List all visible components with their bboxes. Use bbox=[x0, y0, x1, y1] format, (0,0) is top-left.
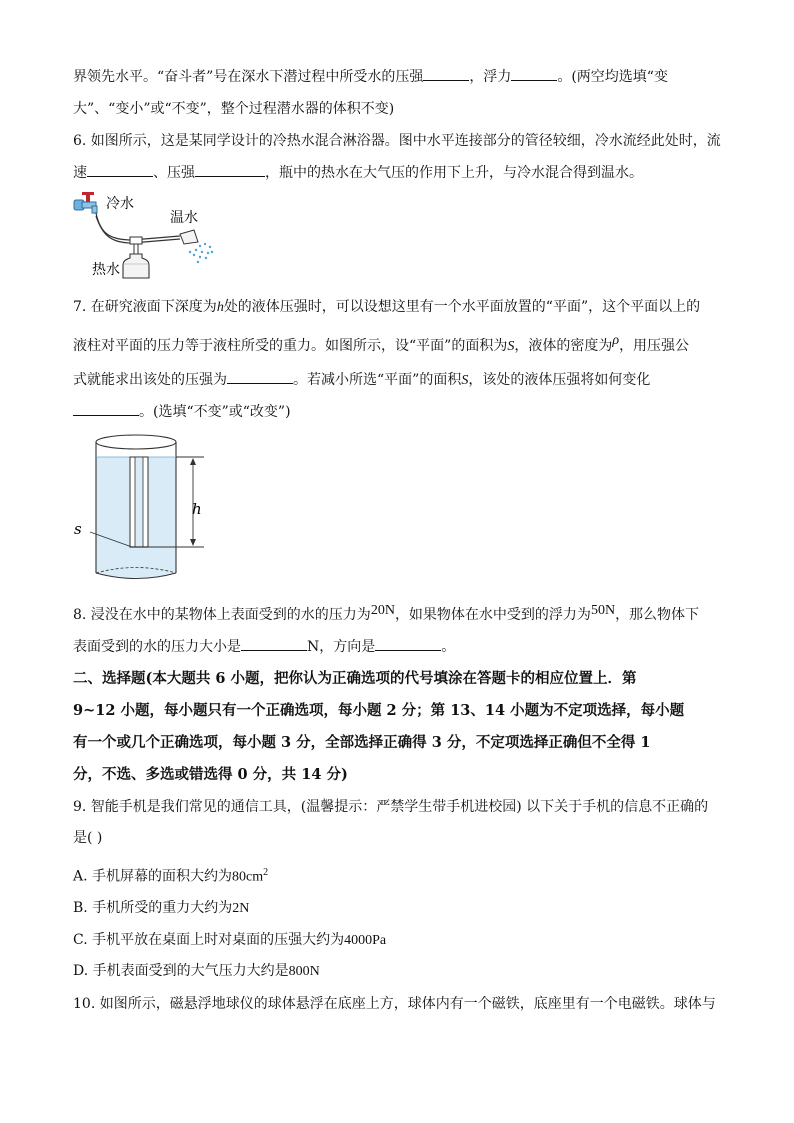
q5-blank-buoyancy[interactable] bbox=[511, 66, 557, 81]
q9-option-d[interactable]: D. 手机表面受到的大气压力大约是800N bbox=[73, 963, 320, 979]
section2-line2: 9~12 小题，每小题只有一个正确选项，每小题 2 分；第 13、14 小题为不定项选择，每小题 bbox=[73, 702, 685, 719]
hot-water-bottle-icon bbox=[123, 254, 149, 278]
q5-line2: 大”、“变小”或“不变”，整个过程潜水器的体积不变) bbox=[73, 101, 395, 117]
faucet-icon bbox=[74, 192, 97, 213]
q8-line1: 8. 浸没在水中的某物体上表面受到的水的压力为20N，如果物体在水中受到的浮力为50N，那么物体下 bbox=[73, 603, 700, 623]
q6-line2: 速 、压强 ，瓶中的热水在大气压的作用下上升，与冷水混合得到温水。 bbox=[73, 162, 643, 183]
label-s: s bbox=[74, 520, 82, 538]
q9-line2: 是( ) bbox=[73, 830, 103, 846]
q7-blank-change[interactable] bbox=[73, 401, 139, 416]
q9-option-c[interactable]: C. 手机平放在桌面上时对桌面的压强大约为4000Pa bbox=[73, 932, 387, 948]
q6-blank-speed[interactable] bbox=[87, 162, 153, 177]
label-cold-water: 冷水 bbox=[106, 196, 134, 212]
q7-line3: 式就能求出该处的压强为 。若减小所选“平面”的面积S，该处的液体压强将如何变化 bbox=[73, 369, 650, 391]
q9-option-a[interactable]: A. 手机屏幕的面积大约为$80cm^2$ bbox=[73, 867, 269, 885]
label-h: h bbox=[192, 500, 202, 518]
shower-head-icon bbox=[180, 230, 213, 263]
q7-line4: 。(选填“不变”或“改变”) bbox=[73, 401, 291, 422]
q7-blank-formula[interactable] bbox=[227, 369, 293, 384]
q10-line1: 10. 如图所示，磁悬浮地球仪的球体悬浮在底座上方，球体内有一个磁铁，底座里有一个电磁铁。球体与 bbox=[73, 996, 716, 1012]
q9-option-b[interactable]: B. 手机所受的重力大约为2N bbox=[73, 900, 250, 916]
shower-mixer-figure bbox=[72, 192, 242, 280]
label-warm-water: 温水 bbox=[170, 210, 198, 226]
q8-blank-direction[interactable] bbox=[375, 636, 441, 651]
liquid-column-figure bbox=[68, 430, 218, 585]
q9-line1: 9. 智能手机是我们常见的通信工具，(温馨提示：严禁学生带手机进校园) 以下关于手机的信息不正确的 bbox=[73, 799, 709, 815]
section2-line3: 有一个或几个正确选项，每小题 3 分，全部选择正确得 3 分，不定项选择正确但不全得 1 bbox=[73, 734, 651, 751]
q7-line2: 液柱对平面的压力等于液柱所受的重力。如图所示，设“平面”的面积为S，液体的密度为ρ，用压强公 bbox=[73, 333, 690, 354]
q7-line1: 7. 在研究液面下深度为h处的液体压强时，可以设想这里有一个水平面放置的“平面”，这个平面以上的 bbox=[73, 299, 701, 315]
q6-blank-pressure[interactable] bbox=[195, 162, 265, 177]
section2-line4: 分，不选、多选或错选得 0 分，共 14 分) bbox=[73, 766, 348, 783]
label-hot-water: 热水 bbox=[92, 262, 120, 278]
section2-line1: 二、选择题(本大题共 6 小题，把你认为正确选项的代号填涂在答题卡的相应位置上．第 bbox=[73, 670, 637, 687]
q6-line1: 6. 如图所示，这是某同学设计的冷热水混合淋浴器。图中水平连接部分的管径较细，冷水流经此处时，流 bbox=[73, 133, 721, 149]
q5-line1: 界领先水平。“奋斗者”号在深水下潜过程中所受水的压强 ，浮力 。(两空均选填“变 bbox=[73, 66, 668, 87]
q8-blank-force[interactable] bbox=[241, 636, 307, 651]
q8-line2: 表面受到的水的压力大小是 N，方向是 。 bbox=[73, 636, 455, 657]
q5-blank-pressure[interactable] bbox=[423, 66, 469, 81]
